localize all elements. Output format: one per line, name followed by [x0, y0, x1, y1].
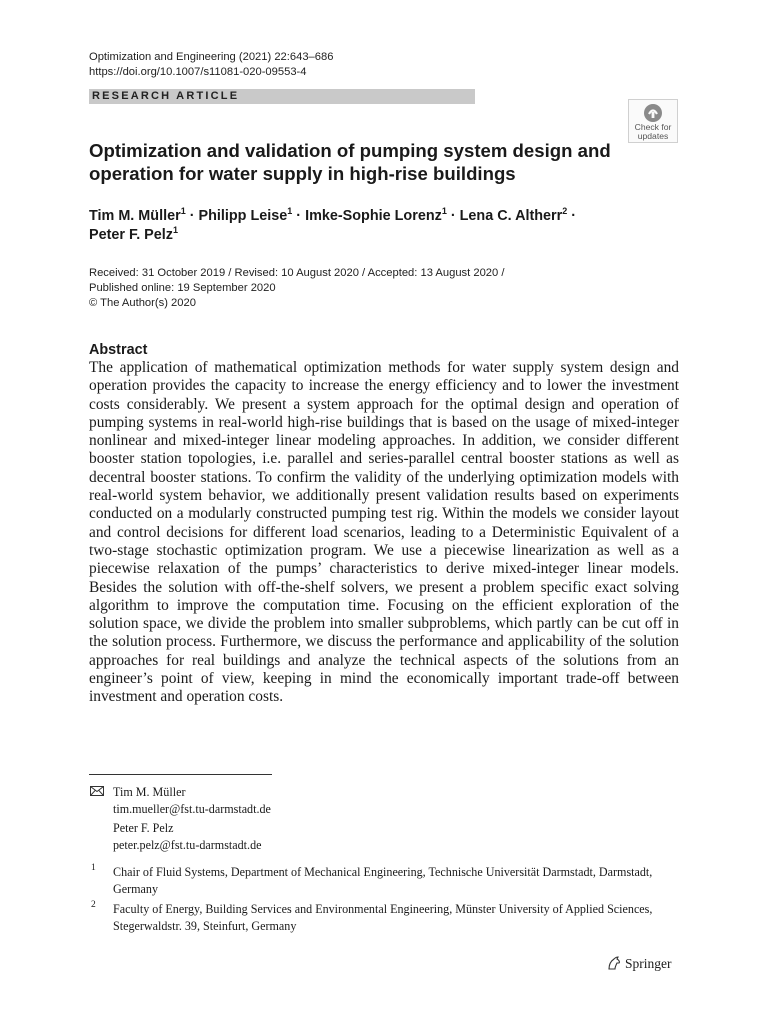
check-updates-label: Check for updates — [634, 122, 672, 141]
author-separator: · — [450, 208, 456, 224]
author-separator: · — [296, 208, 302, 224]
affiliation-number: 2 — [91, 900, 96, 910]
dates-received-revised-accepted: Received: 31 October 2019 / Revised: 10 August 2020 / Accepted: 13 August 2020 / — [89, 267, 505, 279]
article-type-banner: RESEARCH ARTICLE — [89, 89, 475, 104]
contact-name: Peter F. Pelz — [113, 821, 174, 835]
publication-dates — [89, 266, 689, 311]
publisher-name: Springer — [625, 956, 672, 971]
corresponding-author-contact — [113, 784, 271, 817]
affiliation-text: Chair of Fluid Systems, Department of Mechanical Engineering, Technische Universität Darmstadt, Darmstadt, Germany — [113, 865, 653, 896]
author-affiliation-marker: 1 — [180, 206, 186, 216]
author-affiliation-marker: 2 — [562, 206, 568, 216]
contact-email[interactable]: peter.pelz@fst.tu-darmstadt.de — [113, 837, 262, 852]
abstract-text: The application of mathematical optimization methods for water supply system design and operation provides the capacity to increase the energy efficiency and to lower the investment costs considerably. We present a system approach for the optimal design and operation of pumping systems in real-world high-rise buildings that is based on the usage of mixed-integer nonlinear and mixed-integer linear modeling approaches. In addition, we consider different booster station topologies, i.e. parallel and series-parallel central booster stations as well as decentral booster stations. To confirm the validity of the underlying optimization models with real-world system behavior, we additionally present validation results based on experiments conducted on a modularly constructed pumping test rig. Within the models we consider layout and control decisions for different load scenarios, leading to a Deterministic Equivalent of a two-stage stochastic optimization program. We use a piecewise linearization as well as a piecewise relaxation of the pumps’ characteristics to derive mixed-integer linear models. Besides the solution with off-the-shelf solvers, we present a problem specific exact solving algorithm to improve the computation time. Focusing on the efficient exploration of the solution space, we divide the problem into smaller subproblems, which partly can be cut off in the solution process. Furthermore, we discuss the performance and applicability of the solution approaches for real buildings and analyze the technical aspects of the solutions from an engineer’s point of view, keeping in mind the economically important trade-off between investment and operation costs. — [89, 359, 679, 706]
author-name[interactable]: Tim M. Müller — [89, 208, 181, 224]
envelope-icon — [90, 786, 104, 796]
contact-email[interactable]: tim.mueller@fst.tu-darmstadt.de — [113, 801, 271, 816]
author-separator: · — [571, 208, 577, 224]
author-affiliation-marker: 1 — [287, 206, 293, 216]
author-name[interactable]: Imke-Sophie Lorenz — [305, 208, 442, 224]
doi-link[interactable]: https://doi.org/10.1007/s11081-020-09553-4 — [89, 66, 307, 78]
author-name[interactable]: Philipp Leise — [198, 208, 288, 224]
author-name[interactable]: Peter F. Pelz — [89, 227, 173, 243]
author-separator: · — [189, 208, 195, 224]
copyright-notice: © The Author(s) 2020 — [89, 297, 196, 309]
journal-citation: Optimization and Engineering (2021) 22:643–686 — [89, 51, 334, 63]
springer-horse-icon — [606, 955, 622, 971]
publisher-logo — [606, 955, 672, 973]
author-affiliation-marker: 1 — [441, 206, 447, 216]
author-list — [89, 207, 689, 245]
affiliation-text: Faculty of Energy, Building Services and Environmental Engineering, Münster University of Applied Sciences, Stegerwaldstr. 39, Steinfurt, Germany — [113, 902, 653, 933]
author-name[interactable]: Lena C. Altherr — [459, 208, 563, 224]
check-for-updates-badge[interactable] — [628, 99, 678, 143]
author-affiliation-marker: 1 — [172, 225, 178, 235]
dates-published-online: Published online: 19 September 2020 — [89, 282, 276, 294]
footnote-divider — [89, 774, 272, 775]
article-title: Optimization and validation of pumping system design and operation for water supply in high-rise buildings — [89, 140, 611, 184]
contact-name: Tim M. Müller — [113, 785, 186, 799]
author-contact — [113, 820, 262, 853]
check-updates-icon — [643, 103, 663, 123]
abstract-heading: Abstract — [89, 342, 148, 358]
affiliation-number: 1 — [91, 863, 96, 873]
